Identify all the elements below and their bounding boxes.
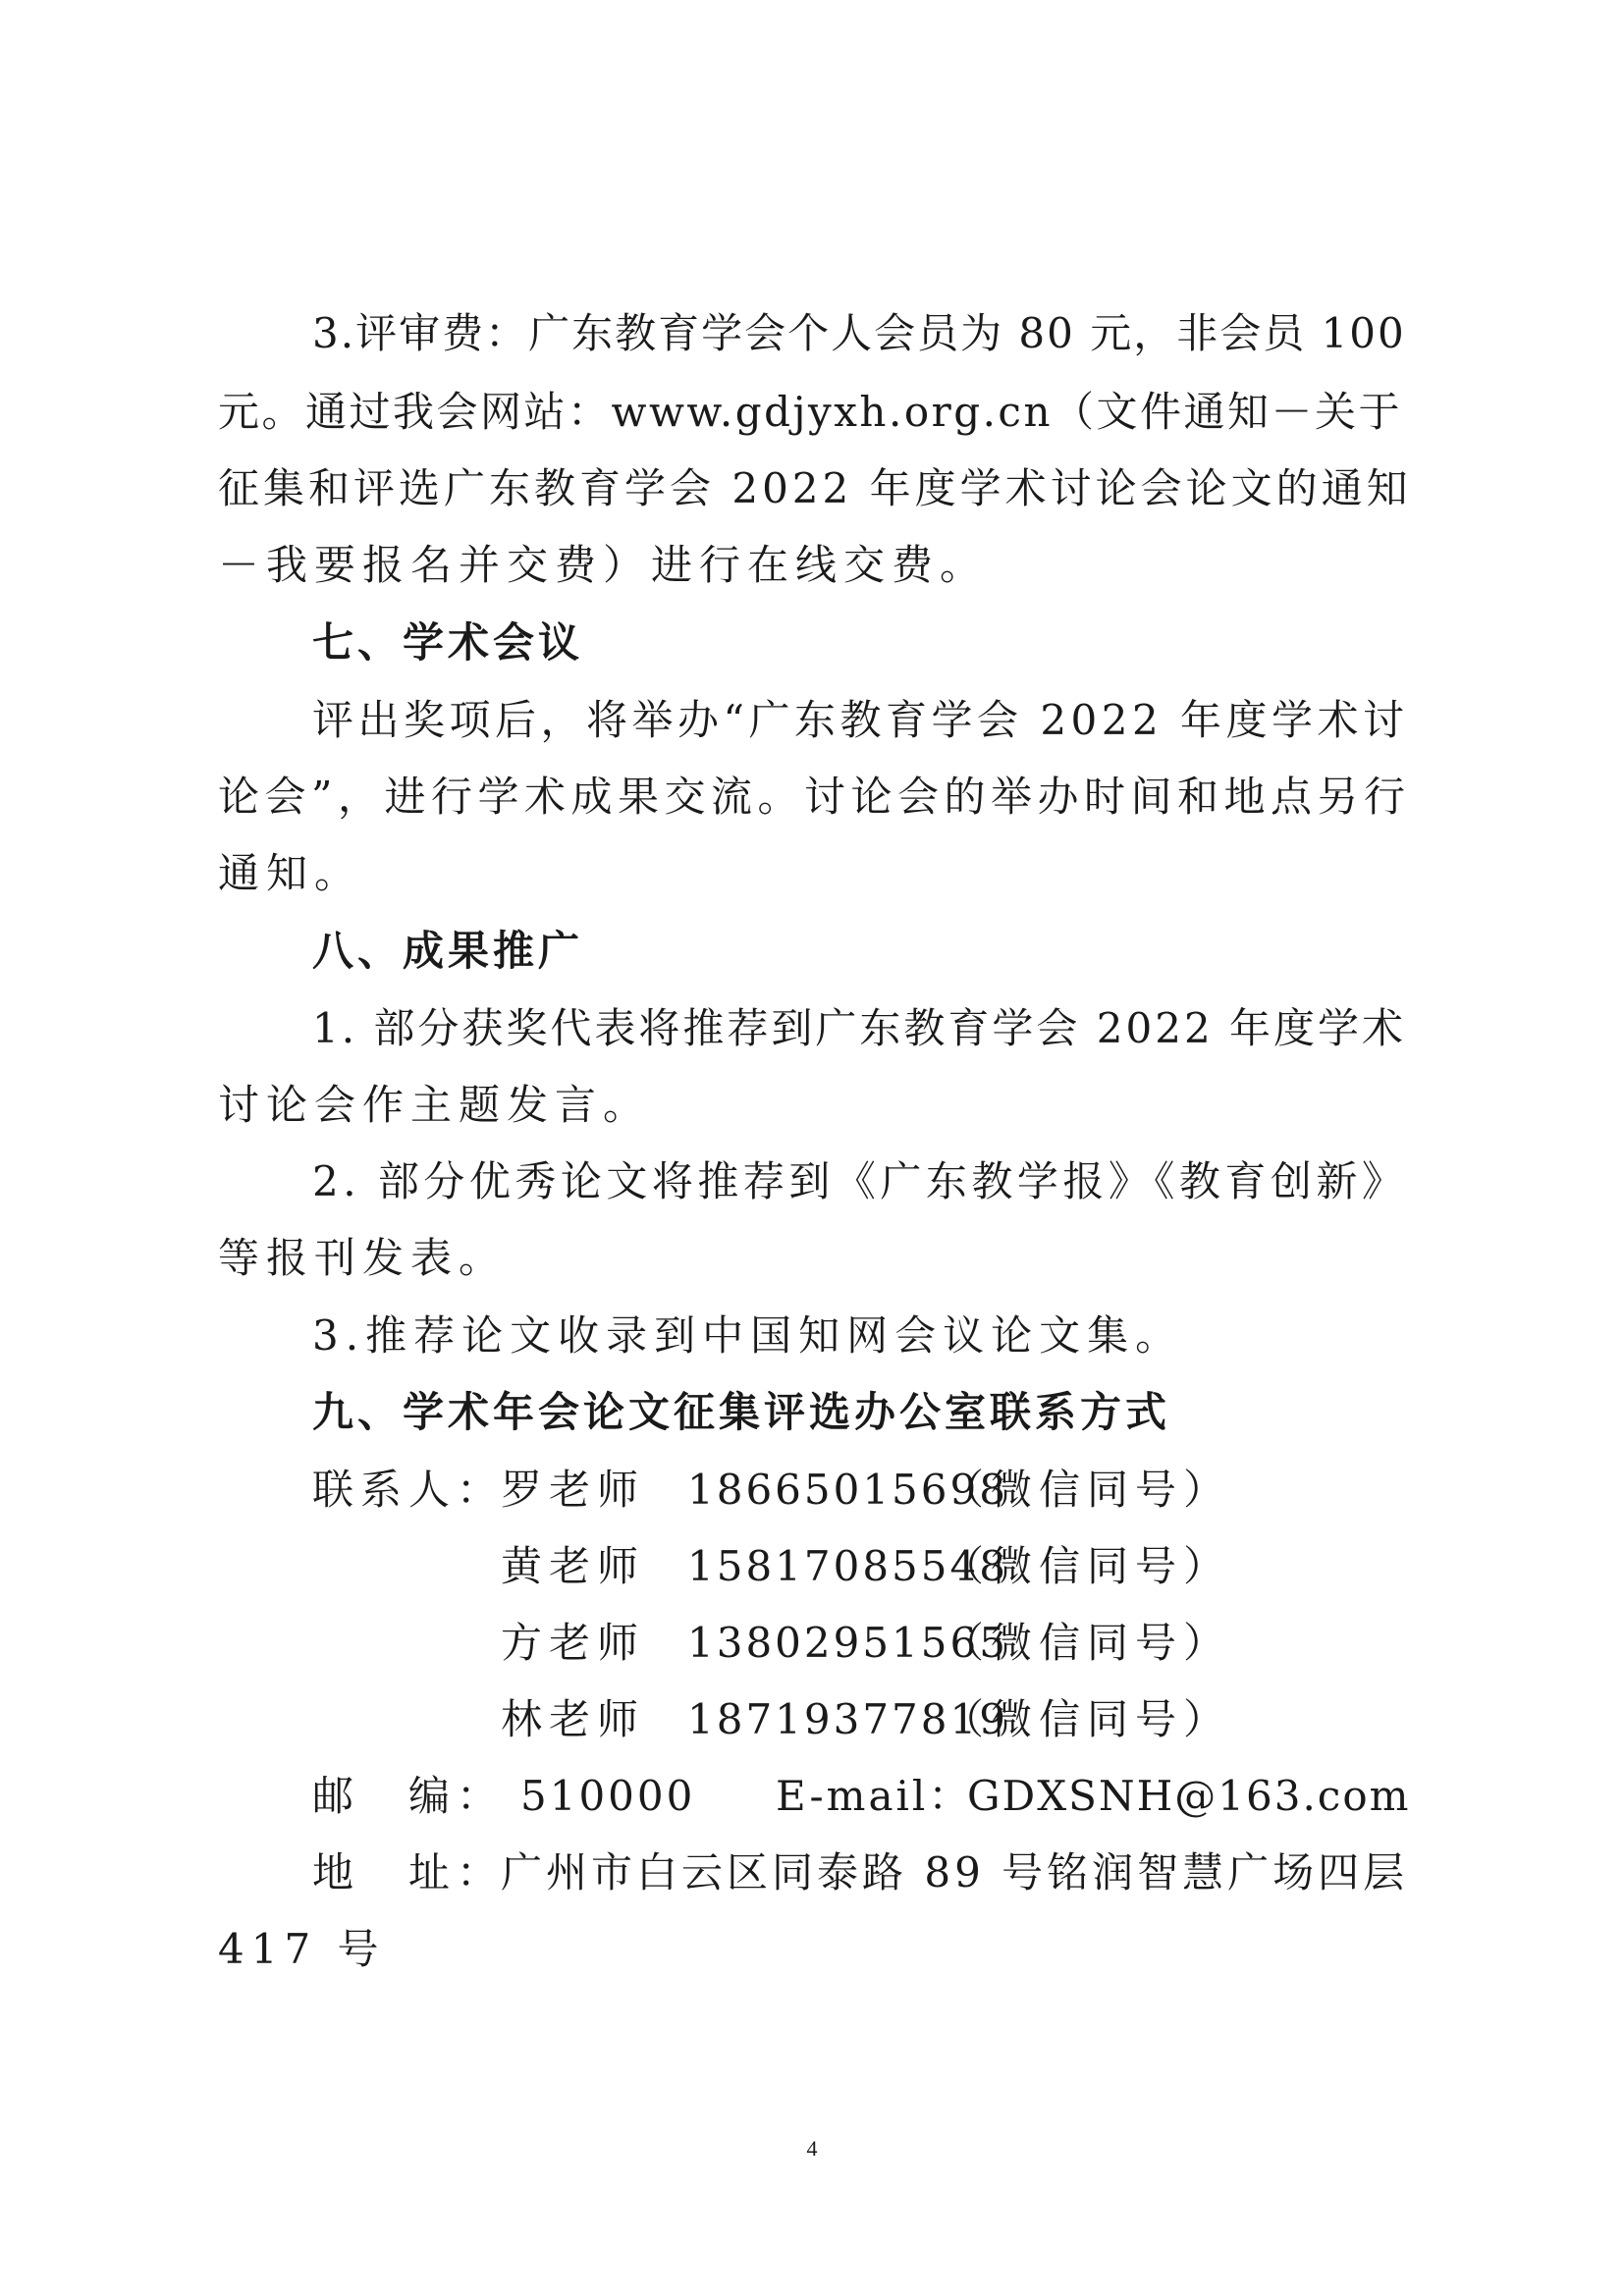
seven-line-3: 通知。 [218,849,363,897]
seven-line-1: 评出奖项后，将举办“广东教育学会 2022 年度学术讨 [312,696,1409,744]
contact-phone: 13802951565 [687,1619,1008,1667]
fee-line-1: 3.评审费：广东教育学会个人会员为 80 元，非会员 100 [312,309,1406,357]
eight-line-4: 等报刊发表。 [218,1234,508,1282]
contact-label: 联系人： [312,1466,506,1514]
address-line-1: 广州市白云区同泰路 89 号铭润智慧广场四层 [501,1848,1409,1896]
fee-line-3: 征集和评选广东教育学会 2022 年度学术讨论会论文的通知 [218,464,1412,512]
contact-note: （微信同号） [943,1695,1232,1743]
contact-phone: 18665015698 [687,1466,1008,1514]
section-eight-heading: 八、成果推广 [312,927,584,975]
eight-line-1: 1. 部分获奖代表将推荐到广东教育学会 2022 年度学术 [312,1004,1407,1052]
fee-line-4: －我要报名并交费）进行在线交费。 [218,541,989,589]
section-seven-heading: 七、学术会议 [312,618,584,667]
contact-name: 方老师 [501,1619,646,1667]
contact-name: 罗老师 [501,1466,646,1514]
contact-name: 林老师 [501,1695,646,1743]
eight-line-2: 讨论会作主题发言。 [218,1081,652,1129]
eight-line-3: 2. 部分优秀论文将推荐到《广东教学报》《教育创新》 [312,1157,1408,1205]
seven-line-2: 论会”，进行学术成果交流。讨论会的举办时间和地点另行 [218,773,1411,821]
contact-phone: 15817085548 [687,1542,1008,1590]
fee-line-2: 元。通过我会网站：www.gdjyxh.org.cn（文件通知－关于 [218,388,1402,436]
contact-note: （微信同号） [943,1619,1232,1667]
section-nine-heading: 九、学术年会论文征集评选办公室联系方式 [312,1388,1171,1436]
email-label: E-mail： [776,1772,973,1820]
contact-phone: 18719377819 [687,1695,1008,1743]
eight-line-5: 3.推荐论文收录到中国知网会议论文集。 [312,1311,1184,1360]
email-value: GDXSNH@163.com [967,1772,1411,1820]
address-line-2: 417 号 [218,1925,386,1973]
contact-name: 黄老师 [501,1542,646,1590]
page-number: 4 [806,2136,818,2161]
contact-note: （微信同号） [943,1466,1232,1514]
address-label: 地 址： [312,1848,506,1896]
contact-note: （微信同号） [943,1542,1232,1590]
postcode-value: 510000 [520,1772,696,1820]
postcode-label: 邮 编： [312,1772,506,1820]
